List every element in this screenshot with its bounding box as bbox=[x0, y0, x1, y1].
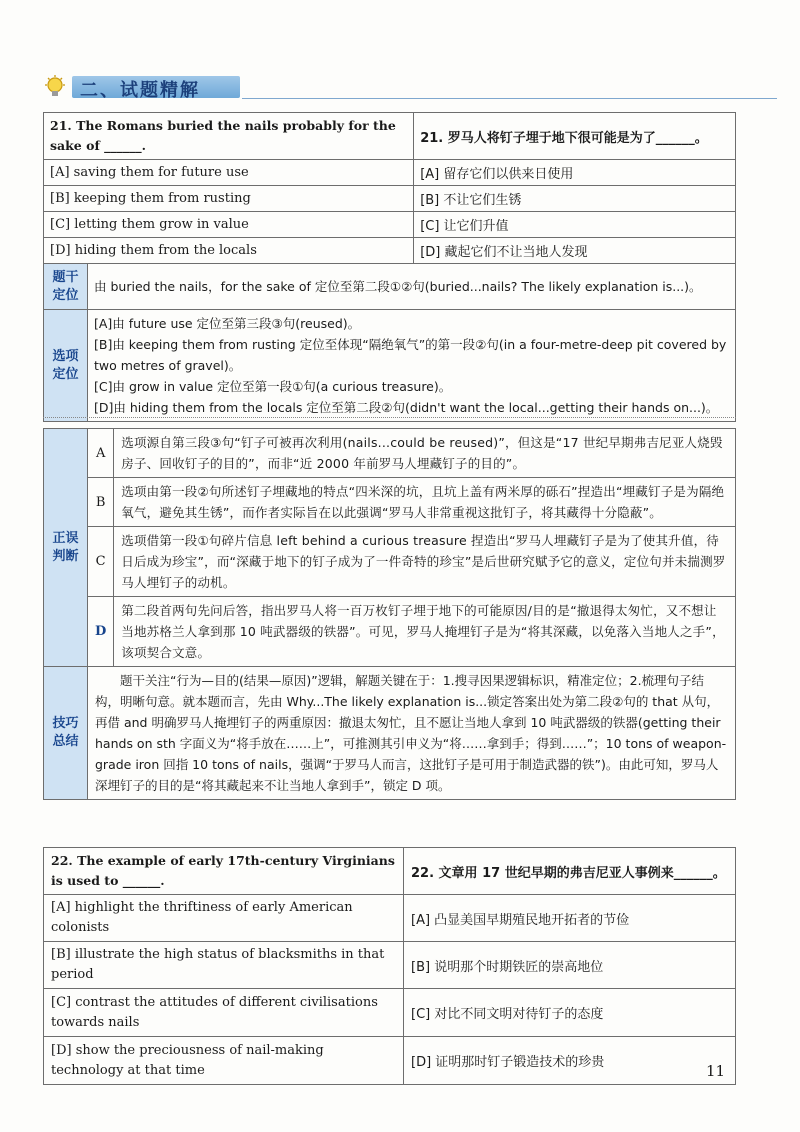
stem-locate-label: 题干定位 bbox=[44, 264, 88, 310]
judgement-letter-c: C bbox=[88, 527, 114, 597]
tips-label: 技巧总结 bbox=[44, 667, 88, 800]
judgement-letter-a: A bbox=[88, 429, 114, 478]
q21-option-a-en: [A] saving them for future use bbox=[44, 160, 414, 186]
q21-option-d-en: [D] hiding them from the locals bbox=[44, 238, 414, 264]
page-number: 11 bbox=[706, 1062, 726, 1080]
section-title: 二、试题精解 bbox=[80, 80, 200, 101]
q22-option-b-en: [B] illustrate the high status of blacksmiths in that period bbox=[44, 942, 404, 989]
q21-option-d-zh: [D] 藏起它们不让当地人发现 bbox=[414, 238, 736, 264]
q22-option-d-zh: [D] 证明那时钉子锻造技术的珍贵 bbox=[404, 1037, 736, 1085]
option-locate-label: 选项定位 bbox=[44, 310, 88, 422]
q21-option-b-en: [B] keeping them from rusting bbox=[44, 186, 414, 212]
option-locate-text bbox=[88, 310, 736, 422]
dotted-divider bbox=[43, 417, 736, 418]
q21-option-b-zh: [B] 不让它们生锈 bbox=[414, 186, 736, 212]
section-rule bbox=[242, 98, 777, 99]
judgement-letter-b: B bbox=[88, 478, 114, 527]
question-22-table bbox=[43, 847, 736, 1085]
q21-option-c-en: [C] letting them grow in value bbox=[44, 212, 414, 238]
question-21-table bbox=[43, 112, 736, 422]
judgement-text-a: 选项源自第三段③句“钉子可被再次利用(nails...could be reused)”，但这是“17 世纪早期弗吉尼亚人烧毁房子、回收钉子的目的”，而非“近 2000 年前罗马人埋藏钉子的目的”。 bbox=[114, 429, 736, 478]
q22-option-d-en: [D] show the preciousness of nail-making technology at that time bbox=[44, 1037, 404, 1085]
q22-option-b-zh: [B] 说明那个时期铁匠的崇高地位 bbox=[404, 942, 736, 989]
option-locate-line-a: [A]由 future use 定位至第三段③句(reused)。 bbox=[94, 316, 361, 331]
q22-option-c-zh: [C] 对比不同文明对待钉子的态度 bbox=[404, 989, 736, 1037]
judgement-text-c: 选项借第一段①句碎片信息 left behind a curious treasure 捏造出“罗马人埋藏钉子是为了使其升值，待日后成为珍宝”，而“深藏于地下的钉子成为了一件奇特的珍宝”是后世研究赋予它的意义，定位句并未揣测罗马人埋钉子的动机。 bbox=[114, 527, 736, 597]
option-locate-line-c: [C]由 grow in value 定位至第一段①句(a curious treasure)。 bbox=[94, 379, 452, 394]
stem-locate-text: 由 buried the nails，for the sake of 定位至第二段①②句(buried...nails? The likely explanation is...)。 bbox=[88, 264, 736, 310]
q22-option-c-en: [C] contrast the attitudes of different civilisations towards nails bbox=[44, 989, 404, 1037]
judgement-text-b: 选项由第一段②句所述钉子埋藏地的特点“四米深的坑，且坑上盖有两米厚的砾石”捏造出“埋藏钉子是为隔绝氧气，避免其生锈”，而作者实际旨在以此强调“罗马人非常重视这批钉子，将其藏得十分隐蔽”。 bbox=[114, 478, 736, 527]
q22-stem-zh: 22. 文章用 17 世纪早期的弗吉尼亚人事例来______。 bbox=[404, 848, 736, 895]
q21-stem-zh: 21. 罗马人将钉子埋于地下很可能是为了______。 bbox=[414, 113, 736, 160]
q22-option-a-zh: [A] 凸显美国早期殖民地开拓者的节俭 bbox=[404, 895, 736, 942]
q21-stem-en: 21. The Romans buried the nails probably for the sake of ______. bbox=[44, 113, 414, 160]
tips-text: 题干关注“行为—目的(结果—原因)”逻辑，解题关键在于：1.搜寻因果逻辑标识，精准定位；2.梳理句子结构，明晰句意。就本题而言，先由 Why...The likely explanation is...锁定答案出处为第二段②句的 that 从句，再借 and 明确罗马人掩埋钉子的两重原因：撤退太匆忙，且不愿让当地人拿到 10 吨武器级的铁器(getting their hands on sth 字面义为“将手放在……上”，可推测其引申义为“将……拿到手；得到……”；10 tons of weapon-grade iron 回指 10 tons of nails，强调“于罗马人而言，这批钉子是可用于制造武器的铁”)。由此可知，罗马人深埋钉子的目的是“将其藏起来不让当地人拿到手”，锁定 D 项。 bbox=[88, 667, 736, 800]
q21-option-a-zh: [A] 留存它们以供来日使用 bbox=[414, 160, 736, 186]
q22-stem-en: 22. The example of early 17th-century Virginians is used to ______. bbox=[44, 848, 404, 895]
q22-option-a-en: [A] highlight the thriftiness of early American colonists bbox=[44, 895, 404, 942]
option-locate-line-d: [D]由 hiding them from the locals 定位至第二段②句(didn't want the local...getting their hands on...)。 bbox=[94, 400, 719, 415]
q21-option-c-zh: [C] 让它们升值 bbox=[414, 212, 736, 238]
option-locate-line-b: [B]由 keeping them from rusting 定位至体现“隔绝氧气”的第一段②句(in a four-metre-deep pit covered by two metres of gravel)。 bbox=[94, 337, 727, 373]
judgement-table bbox=[43, 428, 736, 800]
judgement-text-d: 第二段首两句先问后答，指出罗马人将一百万枚钉子埋于地下的可能原因/目的是“撤退得太匆忙，又不想让当地苏格兰人拿到那 10 吨武器级的铁器”。可见，罗马人掩埋钉子是为“将其深藏，以免落入当地人之手”，该项契合文意。 bbox=[114, 597, 736, 667]
judgement-letter-d: D bbox=[88, 597, 114, 667]
lightbulb-icon bbox=[42, 74, 68, 100]
judgement-label: 正误判断 bbox=[44, 429, 88, 667]
section-header bbox=[42, 72, 742, 102]
